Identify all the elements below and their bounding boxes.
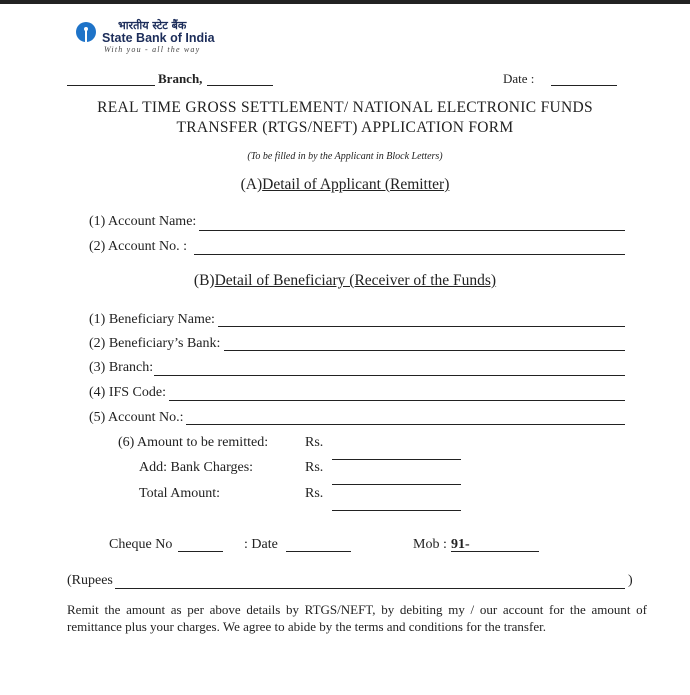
section-b-heading [0,272,690,290]
rupees-in-words-field[interactable] [115,588,625,589]
bank-charges-currency: Rs. [305,460,324,475]
declaration-text: Remit the amount as per above details by RTGS/NEFT, by debiting my / our account for the amount of remittance plus your charges. We agree to abide by the terms and conditions for the transfer. [67,602,647,634]
date-label: Date : [503,71,535,86]
total-amount-field[interactable] [332,510,461,511]
rupees-label: (Rupees [67,573,113,588]
beneficiary-account-no-label: (5) Account No.: [89,410,184,425]
mobile-field[interactable] [451,551,539,552]
total-amount-currency: Rs. [305,486,324,501]
form-title-line1: REAL TIME GROSS SETTLEMENT/ NATIONAL ELECTRONIC FUNDS [97,99,593,116]
top-border [0,0,690,4]
beneficiary-bank-field[interactable] [224,350,625,351]
section-a-title: Detail of Applicant (Remitter) [262,176,450,193]
account-no-label: (2) Account No. : [89,239,187,254]
beneficiary-name-field[interactable] [218,326,625,327]
cheque-date-label: : Date [244,537,278,552]
branch-label: Branch, [158,71,203,86]
account-name-field[interactable] [199,230,625,231]
account-name-label: (1) Account Name: [89,214,197,229]
branch-b-label: (3) Branch: [89,360,154,375]
branch-field[interactable] [207,85,273,86]
cheque-date-field[interactable] [286,551,351,552]
section-b-prefix: (B) [193,272,215,289]
beneficiary-name-label: (1) Beneficiary Name: [89,312,215,327]
beneficiary-account-no-field[interactable] [186,424,625,425]
mobile-label: Mob : [413,537,447,552]
section-b-title: Detail of Beneficiary (Receiver of the Funds) [214,272,497,289]
account-no-field[interactable] [194,254,625,255]
branch-prefix-line[interactable] [67,85,155,86]
section-a-heading [0,176,690,194]
amount-remitted-currency: Rs. [305,435,324,450]
bank-name: State Bank of India [102,31,215,45]
cheque-no-label: Cheque No [109,537,173,552]
form-title-line2: TRANSFER (RTGS/NEFT) APPLICATION FORM [176,119,514,136]
mobile-prefix: 91- [451,537,470,552]
section-a-prefix: (A) [240,176,263,193]
total-amount-label: Total Amount: [139,486,221,501]
bank-charges-field[interactable] [332,484,461,485]
bank-charges-label: Add: Bank Charges: [139,460,254,475]
branch-b-field[interactable] [154,375,625,376]
form-subtitle: (To be filled in by the Applicant in Block Letters) [247,151,443,162]
date-field[interactable] [551,85,617,86]
bank-name-hindi: भारतीय स्टेट बैंक [118,19,187,32]
ifs-code-field[interactable] [169,400,625,401]
amount-remitted-field[interactable] [332,459,461,460]
cheque-no-field[interactable] [178,551,223,552]
rupees-close: ) [628,573,633,588]
beneficiary-bank-label: (2) Beneficiary’s Bank: [89,336,221,351]
bank-tagline: With you - all the way [104,45,201,54]
ifs-code-label: (4) IFS Code: [89,385,166,400]
amount-remitted-label: (6) Amount to be remitted: [118,435,269,450]
